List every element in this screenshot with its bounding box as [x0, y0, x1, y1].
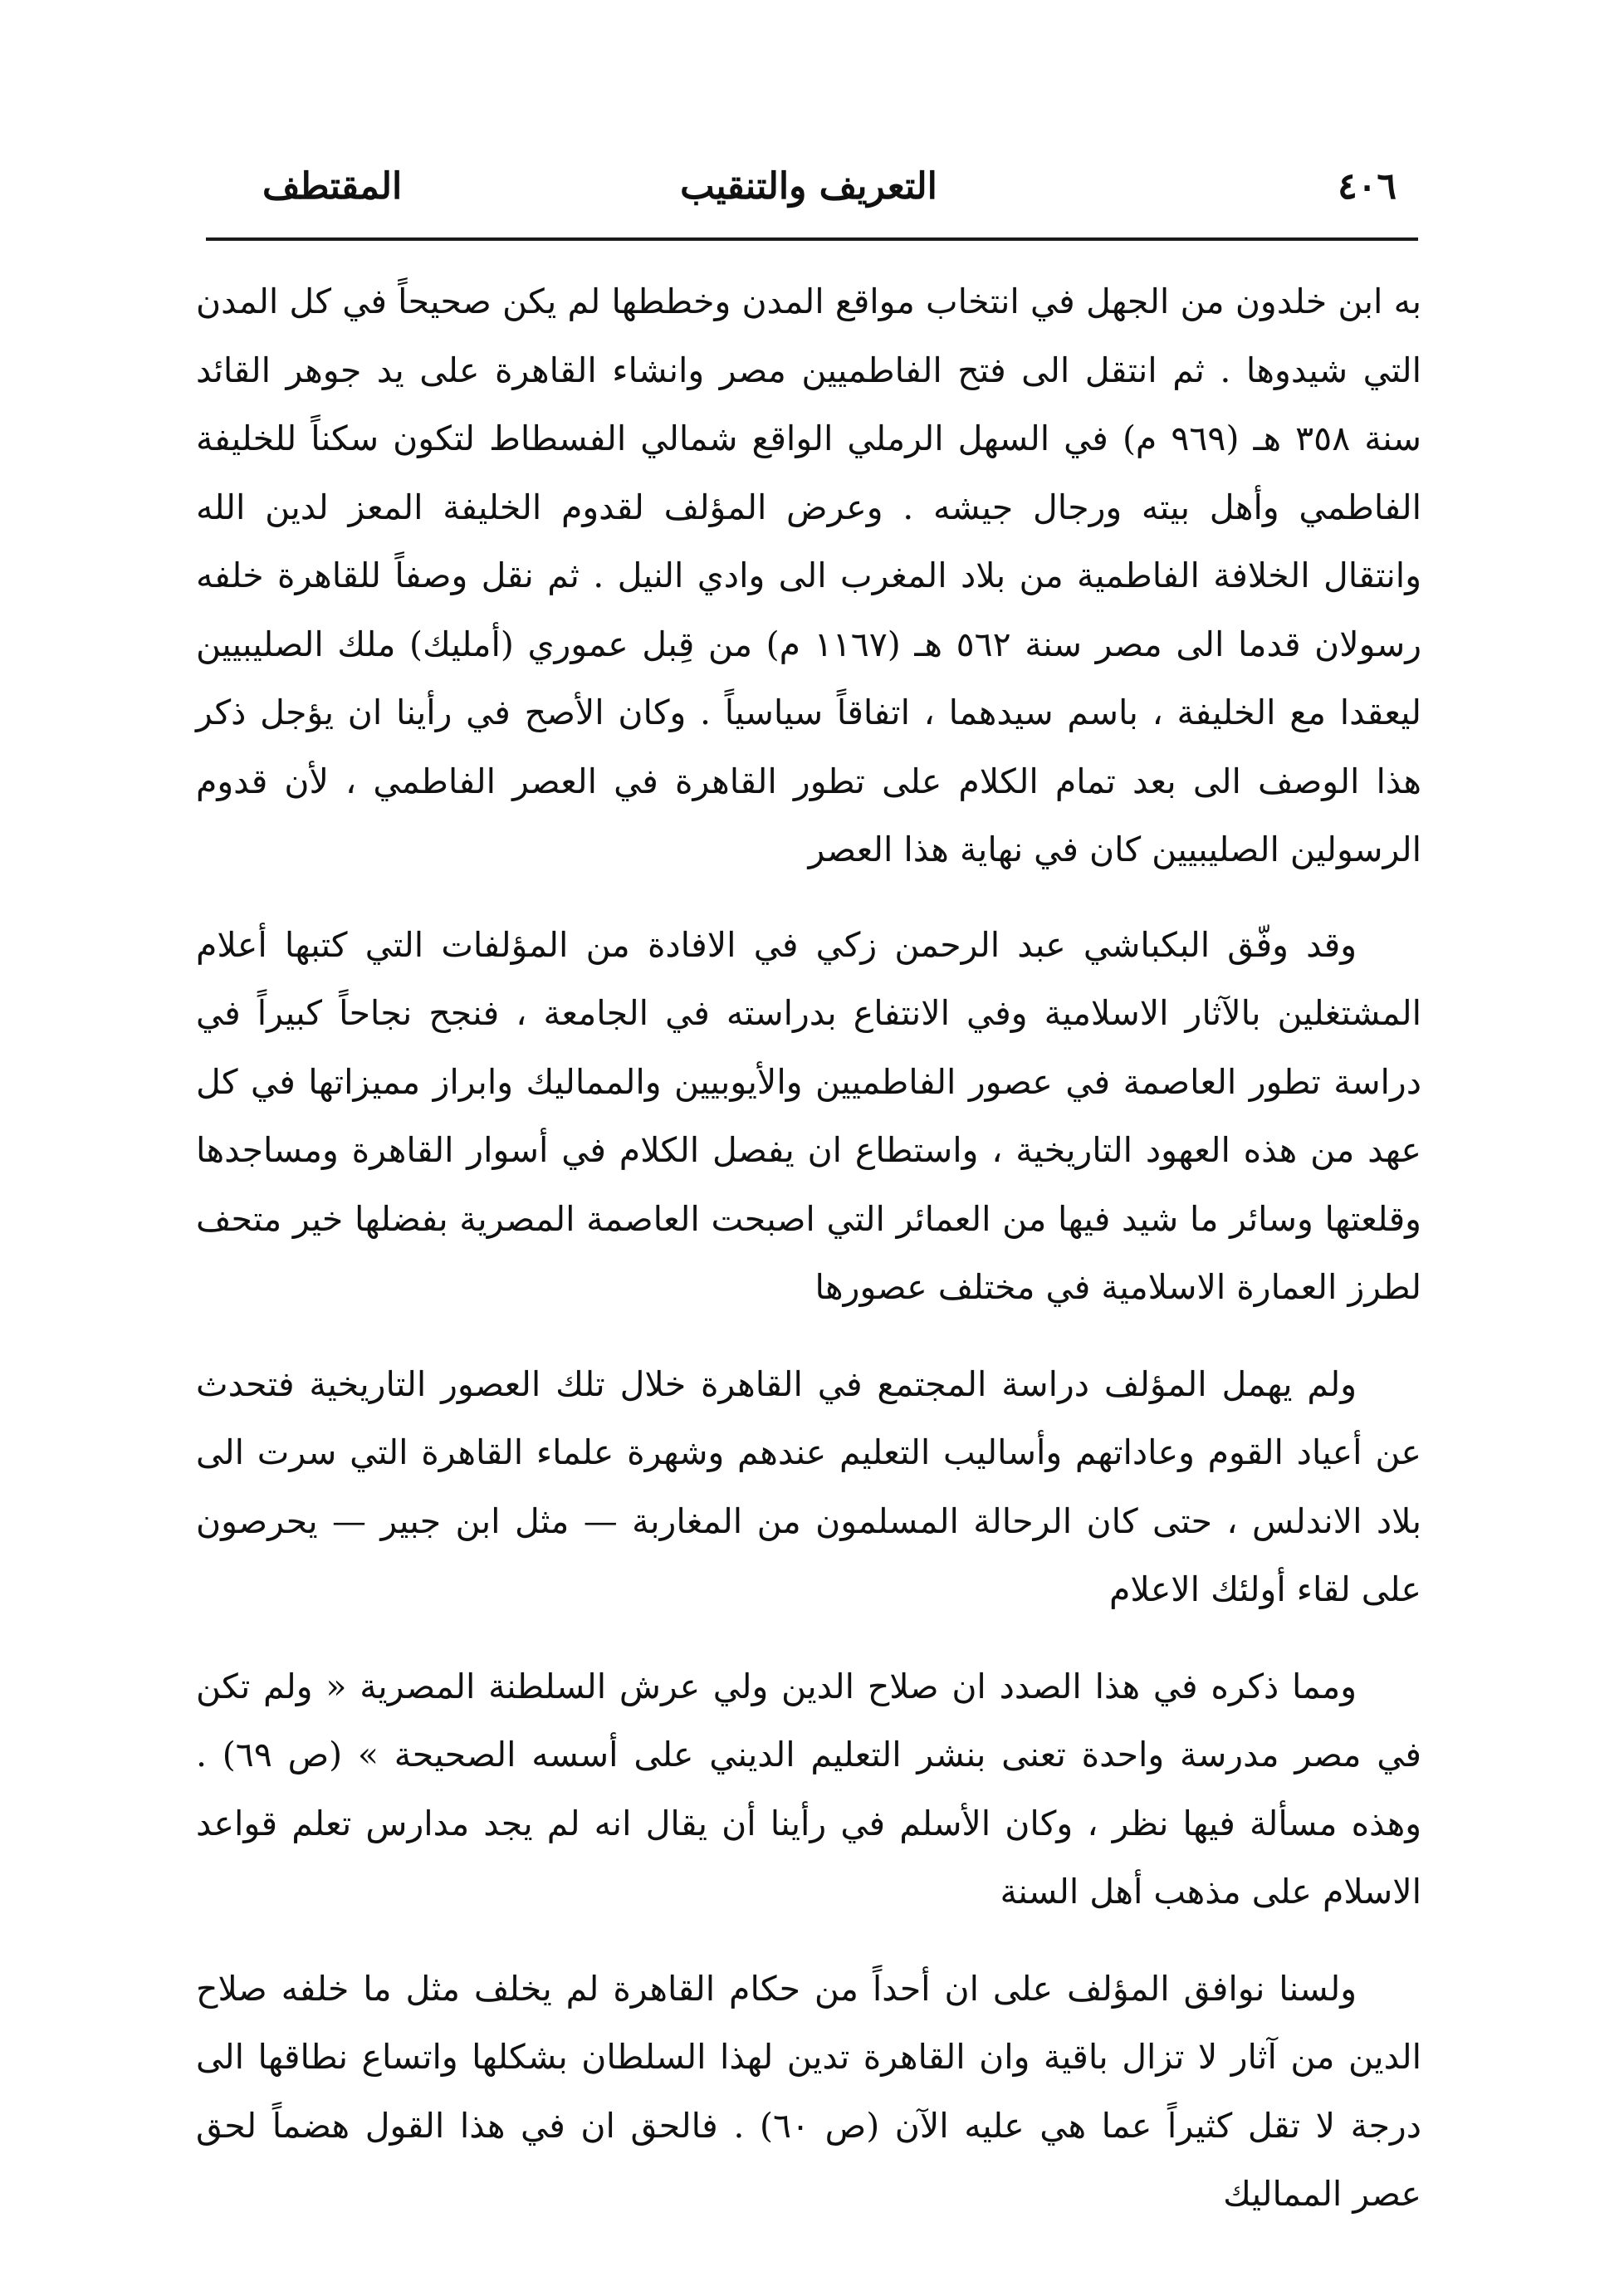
paragraph-5: ولسنا نوافق المؤلف على ان أحداً من حكام القاهرة لم يخلف مثل ما خلفه صلاح الدين من آثار لا تزال باقية وان القاهرة تدين لهذا السلطان بشكلها واتساع نطاقها الى درجة لا تقل كثيراً عما هي عليه الآن (ص ٦٠) . فالحق ان في هذا القول هضماً لحق عصر المماليك [196, 1968, 1421, 2214]
paragraph-3: ولم يهمل المؤلف دراسة المجتمع في القاهرة خلال تلك العصور التاريخية فتحدث عن أعياد القوم وعاداتهم وأساليب التعليم عندهم وشهرة علماء القاهرة التي سرت الى بلاد الاندلس ، حتى كان الرحالة المسلمون من المغاربة — مثل ابن جبير — يحرصون على لقاء أولئك الاعلام [196, 1363, 1421, 1609]
page-number: ٤٠٦ [1338, 165, 1397, 208]
header-rule [206, 237, 1418, 241]
paragraph-4: ومما ذكره في هذا الصدد ان صلاح الدين ولي عرش السلطنة المصرية « ولم تكن في مصر مدرسة واحدة تعنى بنشر التعليم الديني على أسسه الصحيحة » (ص ٦٩) . وهذه مسألة فيها نظر ، وكان الأسلم في رأينا أن يقال انه لم يجد مدارس تعلم قواعد الاسلام على مذهب أهل السنة [196, 1666, 1422, 1912]
paragraph-1: به ابن خلدون من الجهل في انتخاب مواقع المدن وخططها لم يكن صحيحاً في كل المدن التي شيدوها . ثم انتقل الى فتح الفاطميين مصر وانشاء القاهرة على يد جوهر القائد سنة ٣٥٨ هـ (٩٦٩ م) في السهل الرملي الواقع شمالي الفسطاط لتكون سكناً للخليفة الفاطمي وأهل بيته ورجال جيشه . وعرض المؤلف لقدوم الخليفة المعز لدين الله وانتقال الخلافة الفاطمية من بلاد المغرب الى وادي النيل . ثم نقل وصفاً للقاهرة خلفه رسولان قدما الى مصر سنة ٥٦٢ هـ (١١٦٧ م) من قِبل عموري (أمليك) ملك الصليبيين ليعقدا مع الخليفة ، باسم سيدهما ، اتفاقاً سياسياً . وكان الأصح في رأينا ان يؤجل ذكر هذا الوصف الى بعد تمام الكلام على تطور القاهرة في العصر الفاطمي ، لأن قدوم الرسولين الصليبيين كان في نهاية هذا العصر [196, 281, 1421, 869]
page-header [196, 149, 1421, 224]
journal-name: المقتطف [262, 165, 403, 208]
running-title: التعريف والتنقيب [680, 165, 937, 208]
article-body [196, 267, 1421, 2257]
paragraph-2: وقد وفّق البكباشي عبد الرحمن زكي في الافادة من المؤلفات التي كتبها أعلام المشتغلين بالآثار الاسلامية وفي الانتفاع بدراسته في الجامعة ، فنجح نجاحاً كبيراً في دراسة تطور العاصمة في عصور الفاطميين والأيوبيين والمماليك وابراز مميزاتها في كل عهد من هذه العهود التاريخية ، واستطاع ان يفصل الكلام في أسوار القاهرة ومساجدها وقلعتها وسائر ما شيد فيها من العمائر التي اصبحت العاصمة المصرية بفضلها خير متحف لطرز العمارة الاسلامية في مختلف عصورها [196, 924, 1421, 1307]
